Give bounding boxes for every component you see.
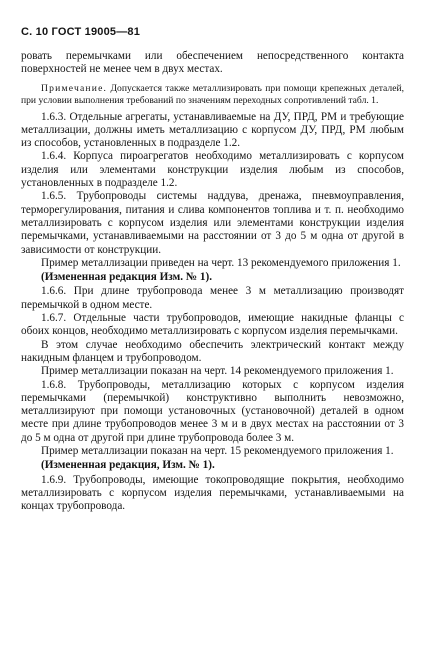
paragraph-1-6-8: 1.6.8. Трубопроводы, металлизацию которых с корпусом изделия перемычками (перемычкой) конструктивно выполнить невозможно, металлизируют при помощи установочных (установочной) деталей в одном месте при длине трубопроводов менее 3 м и в двух местах на расстоянии от 3 до 5 м одна от другой при длине трубопровода более 3 м. <box>21 378 404 444</box>
paragraph-1-6-9: 1.6.9. Трубопроводы, имеющие токопроводящие покрытия, необходимо металлизировать с корпусом изделия перемычками, устанавливаемыми на концах трубопровода. <box>21 473 404 513</box>
paragraph-continuation: ровать перемычками или обеспечением непосредственного контакта поверхностей не менее чем в двух местах. <box>21 50 404 76</box>
paragraph-1-6-4: 1.6.4. Корпуса пироагрегатов необходимо металлизировать с корпусом изделия или элементами конструкции изделия любым из способов, установленных в подразделе 1.2. <box>21 150 404 190</box>
note-body: Допускается также металлизировать при помощи крепежных деталей, при условии выполнения требований по значениям переходных сопротивлений табл. 1. <box>21 82 404 106</box>
note-title: Примечание. <box>41 82 108 94</box>
paragraph-1-6-7-contact: В этом случае необходимо обеспечить электрический контакт между накидным фланцем и трубопроводом. <box>21 338 404 364</box>
revision-note-1: (Измененная редакция Изм. № 1). <box>41 271 212 284</box>
page-header: С. 10 ГОСТ 19005—81 <box>21 26 141 38</box>
paragraph-1-6-7: 1.6.7. Отдельные части трубопроводов, имеющие накидные фланцы с обоих концов, необходимо металлизировать с корпусом изделия перемычками. <box>21 312 404 338</box>
paragraph-1-6-7-example: Пример металлизации показан на черт. 14 рекомендуемого приложения 1. <box>41 365 394 378</box>
paragraph-1-6-5-example: Пример металлизации приведен на черт. 13 рекомендуемого приложения 1. <box>41 256 401 269</box>
paragraph-1-6-8-example: Пример металлизации показан на черт. 15 рекомендуемого приложения 1. <box>41 445 394 458</box>
paragraph-1-6-3: 1.6.3. Отдельные агрегаты, устанавливаемые на ДУ, ПРД, РМ и требующие металлизации, должны иметь металлизацию с корпусом ДУ, ПРД, РМ любым из способов, установленных в подразделе 1.2. <box>21 110 404 150</box>
paragraph-1-6-5: 1.6.5. Трубопроводы системы наддува, дренажа, пневмоуправления, терморегулирования, питания и слива компонентов топлива и т. п. необходимо металлизировать с корпусом изделия или элементами конструкции изделия перемычками, устанавливаемыми на расстоянии от 3 до 5 м одна от другой в зависимости от конструкции. <box>21 190 404 256</box>
note <box>21 83 404 107</box>
revision-note-2: (Измененная редакция, Изм. № 1). <box>41 459 215 472</box>
paragraph-1-6-6: 1.6.6. При длине трубопровода менее 3 м металлизацию производят перемычкой в одном месте. <box>21 285 404 311</box>
page-content <box>21 50 404 514</box>
